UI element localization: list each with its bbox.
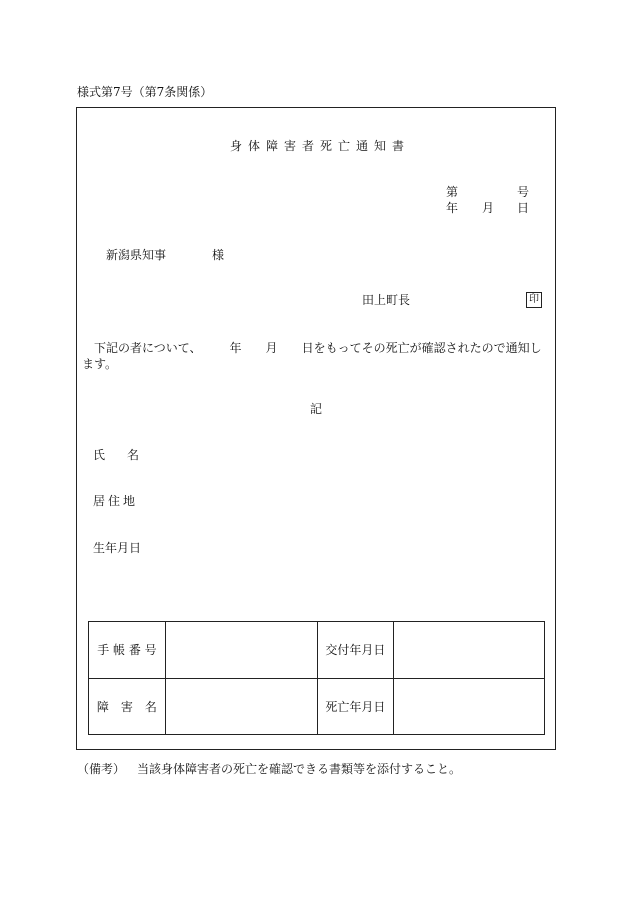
date-month: 月 xyxy=(482,201,495,215)
sender: 田上町長 xyxy=(362,293,411,307)
field-name xyxy=(93,449,139,461)
body-part1: 下記の者について、 xyxy=(94,341,202,355)
remarks-label: （備考） xyxy=(77,762,126,776)
field-name-b: 名 xyxy=(127,448,140,462)
issue-date-label: 交付年月日 xyxy=(317,622,394,679)
notice-body xyxy=(82,340,552,372)
form-label: 様式第7号（第7条関係） xyxy=(77,85,213,99)
seal-mark: 印 xyxy=(526,292,542,308)
document-title: 身体障害者死亡通知書 xyxy=(230,139,411,153)
date-day: 日 xyxy=(517,201,530,215)
honorific: 様 xyxy=(212,248,225,262)
date-year: 年 xyxy=(446,201,459,215)
ki-heading: 記 xyxy=(310,402,323,416)
issue-date-value[interactable] xyxy=(394,622,545,679)
field-name-a: 氏 xyxy=(93,448,106,462)
remarks xyxy=(77,763,461,775)
remarks-text: 当該身体障害者の死亡を確認できる書類等を添付すること。 xyxy=(137,762,462,776)
field-birthdate: 生年月日 xyxy=(93,541,142,555)
info-table xyxy=(88,621,545,735)
body-year: 年 xyxy=(229,341,242,355)
table-row xyxy=(89,678,545,735)
handbook-number-label: 手 帳 番 号 xyxy=(89,622,166,679)
field-address: 居住地 xyxy=(93,494,139,508)
number-prefix: 第 xyxy=(446,185,459,199)
recipient: 新潟県知事 xyxy=(106,248,167,262)
body-part2: 日をもってその死亡が確認されたので通知します。 xyxy=(82,341,542,371)
disability-name-value[interactable] xyxy=(165,678,317,735)
death-date-value[interactable] xyxy=(394,678,545,735)
table-row xyxy=(89,622,545,679)
body-month: 月 xyxy=(265,341,278,355)
disability-name-label: 障 害 名 xyxy=(89,678,166,735)
number-suffix: 号 xyxy=(517,185,530,199)
handbook-number-value[interactable] xyxy=(165,622,317,679)
death-date-label: 死亡年月日 xyxy=(317,678,394,735)
